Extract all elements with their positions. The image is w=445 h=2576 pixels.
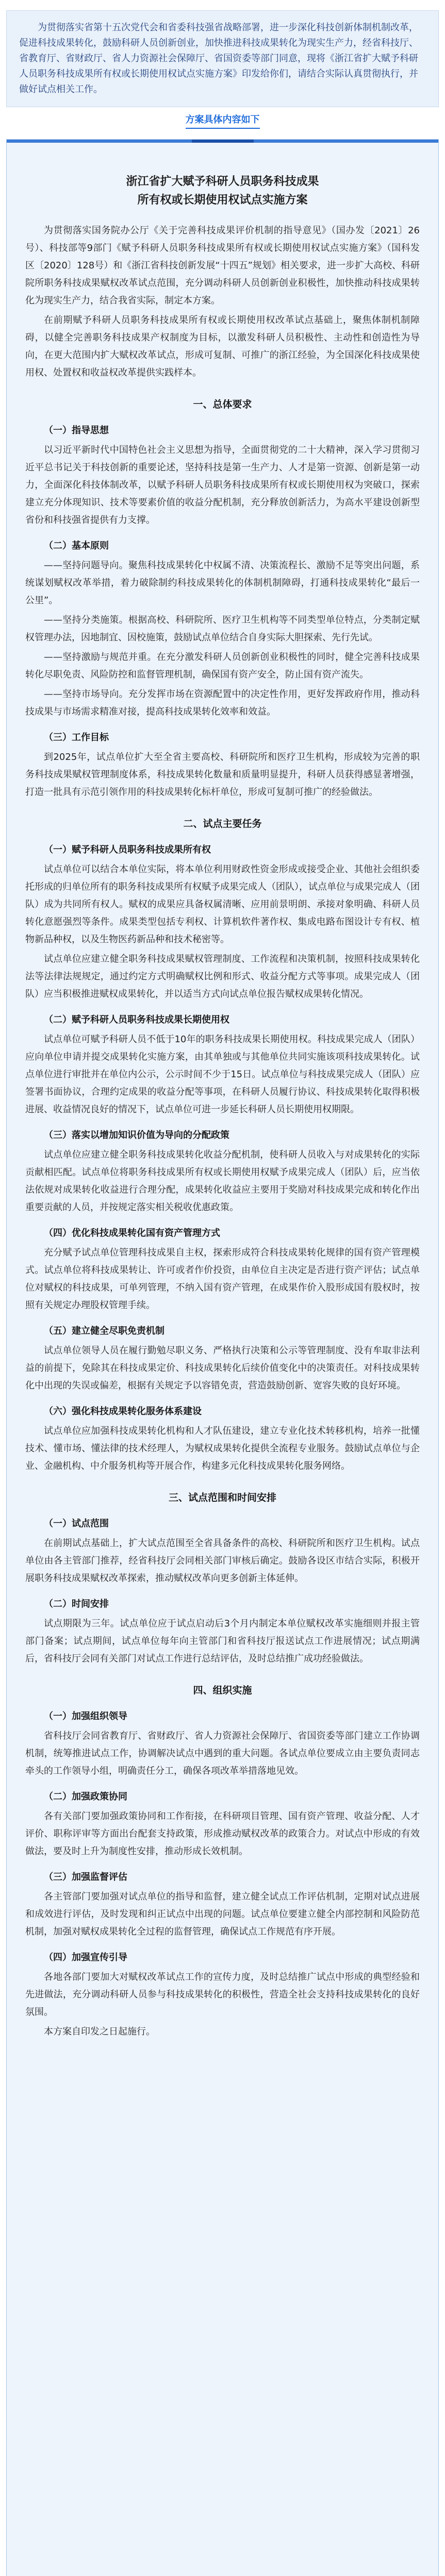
subsection-heading: （二）赋予科研人员职务科技成果长期使用权: [44, 1014, 229, 1025]
body-paragraph: 各有关部门要加强政策协同和工作衔接，在科研项目管理、国有资产管理、收益分配、人才评价、职称评审等方面出台配套支持政策，形成推动赋权改革的政策合力。对试点中形成的有效做法，要及时上升为制度性安排，推动形成长效机制。: [25, 1811, 420, 1857]
subsection-heading: （四）优化科技成果转化国有资产管理方式: [44, 1228, 220, 1239]
section-heading: 一、总体要求: [193, 399, 252, 410]
document-card: [6, 139, 439, 2576]
body-paragraph: 在前期试点基础上，扩大试点范围至全省具备条件的高校、科研院所和医疗卫生机构。试点单位由各主管部门推荐，经省科技厅会同相关部门审核后确定。鼓励各设区市结合实际，积极开展职务科技成果赋权改革探索，推动赋权改革向更多创新主体延伸。: [25, 1538, 420, 1584]
body-paragraph: 省科技厅会同省教育厅、省财政厅、省人力资源社会保障厅、省国资委等部门建立工作协调机制，统筹推进试点工作，协调解决试点中遇到的重大问题。各试点单位要成立由主要负责同志牵头的工作领导小组，明确责任分工，确保各项改革举措落地见效。: [25, 1731, 420, 1776]
subsection-heading: （一）指导思想: [44, 425, 109, 436]
body-paragraph: 试点单位应建立健全职务科技成果转化收益分配机制，使科研人员收入与对成果转化的实际贡献相匹配。试点单位将职务科技成果所有权或长期使用权赋予成果完成人（团队）后，应当依法依规对成果转化收益进行合理分配，成果转化收益应主要用于奖励对科技成果完成和转化作出重要贡献的人员，并按规定落实相关税收优惠政策。: [25, 1149, 420, 1213]
body-paragraph: 试点期限为三年。试点单位应于试点启动后3个月内制定本单位赋权改革实施细则并报主管部门备案；试点期间，试点单位每年向主管部门和省科技厅报送试点工作进展情况；试点期满后，省科技厅会同有关部门对试点工作进行总结评估，及时总结推广成功经验做法。: [25, 1618, 420, 1664]
section-heading: 二、试点主要任务: [183, 818, 262, 829]
body-paragraph: 到2025年，试点单位扩大至全省主要高校、科研院所和医疗卫生机构，形成较为完善的职务科技成果赋权管理制度体系，科技成果转化数量和质量明显提升，科研人员获得感显著增强，打造一批具有示范引领作用的科技成果转化标杆单位，形成可复制可推广的经验做法。: [25, 752, 420, 798]
preamble-paragraph: 在前期赋予科研人员职务科技成果所有权或长期使用权改革试点基础上，聚焦体制机制障碍，以健全完善职务科技成果产权制度为目标，以激发科研人员积极性、主动性和创造性为导向，在更大范围内扩大赋权改革试点，形成可复制、可推广的浙江经验，为全国深化科技成果使用权、处置权和收益权改革提供实践样本。: [25, 315, 420, 378]
subsection-heading: （一）加强组织领导: [44, 1711, 127, 1722]
body-paragraph: 充分赋予试点单位管理科技成果自主权，探索形成符合科技成果转化规律的国有资产管理模式。试点单位将科技成果转让、许可或者作价投资，由单位自主决定是否进行资产评估；试点单位对赋权的科技成果，可单列管理，不纳入国有资产管理，在成果作价入股形成国有股权时，按照有关规定办理股权管理手续。: [25, 1247, 420, 1311]
subsection-heading: （五）建立健全尽职免责机制: [44, 1326, 164, 1336]
section-header-tag: 方案具体内容如下: [186, 112, 260, 129]
body-paragraph: ——坚持问题导向。聚焦科技成果转化中权属不清、决策流程长、激励不足等突出问题，系统谋划赋权改革举措，着力破除制约科技成果转化的体制机制障碍，打通科技成果转化“最后一公里”。: [25, 560, 420, 606]
document-title: [25, 173, 420, 210]
subsection-heading: （三）落实以增加知识价值为导向的分配政策: [44, 1130, 229, 1141]
subsection-heading: （六）强化科技成果转化服务体系建设: [44, 1406, 202, 1417]
section-heading: 三、试点范围和时间安排: [168, 1492, 276, 1503]
body-paragraph: 试点单位可以结合本单位实际，将本单位利用财政性资金形成或接受企业、其他社会组织委托形成的归单位所有的职务科技成果所有权赋予成果完成人（团队），试点单位与成果完成人（团队）成为共同所有权人。赋权的成果应具备权属清晰、应用前景明朗、承接对象明确、科研人员转化意愿强烈等条件。成果类型包括专利权、计算机软件著作权、集成电路布图设计专有权、植物新品种权，以及生物医药新品种和技术秘密等。: [25, 864, 420, 945]
body-paragraph: 试点单位应加强科技成果转化机构和人才队伍建设，建立专业化技术转移机构，培养一批懂技术、懂市场、懂法律的技术经理人，为赋权成果转化提供全流程专业服务。鼓励试点单位与企业、金融机构、中介服务机构等开展合作，构建多元化科技成果转化服务网络。: [25, 1426, 420, 1471]
intro-notice: 为贯彻落实省第十五次党代会和省委科技强省战略部署，进一步深化科技创新体制机制改革，促进科技成果转化，鼓励科研人员创新创业，加快推进科技成果转化为现实生产力，经省科技厅、省教育厅、省财政厅、省人力资源社会保障厅、省国资委等部门同意，现将《浙江省扩大赋予科研人员职务科技成果所有权或长期使用权试点实施方案》印发给你们，请结合实际认真贯彻执行，并做好试点相关工作。: [6, 10, 439, 107]
body-paragraph: 试点单位应建立健全职务科技成果赋权管理制度、工作流程和决策机制，按照科技成果转化法等法律法规规定，通过约定方式明确赋权比例和形式、收益分配方式等事项。成果完成人（团队）应当积极推进赋权成果转化，并以适当方式向试点单位报告赋权成果转化情况。: [25, 954, 420, 999]
subsection-heading: （三）工作目标: [44, 732, 109, 743]
body-paragraph: ——坚持分类施策。根据高校、科研院所、医疗卫生机构等不同类型单位特点，分类制定赋权管理办法，因地制宜、因校施策，鼓励试点单位结合自身实际大胆探索、先行先试。: [25, 615, 420, 643]
document-body: [25, 395, 420, 2041]
document-title-text: 浙江省扩大赋予科研人员职务科技成果 所有权或长期使用权试点实施方案: [126, 175, 319, 207]
body-paragraph: 各主管部门要加强对试点单位的指导和监督，建立健全试点工作评估机制，定期对试点进展和成效进行评估，及时发现和纠正试点中出现的问题。试点单位要建立健全内部控制和风险防范机制，加强对赋权成果转化全过程的监督管理，确保试点工作规范有序开展。: [25, 1891, 420, 1937]
body-paragraph: 以习近平新时代中国特色社会主义思想为指导，全面贯彻党的二十大精神，深入学习贯彻习近平总书记关于科技创新的重要论述，坚持科技是第一生产力、人才是第一资源、创新是第一动力，全面深化科技体制改革，以赋予科研人员职务科技成果所有权或长期使用权为突破口，探索建立充分体现知识、技术等要素价值的收益分配机制，充分释放创新活力，为高水平建设创新型省份和科技强省提供有力支撑。: [25, 445, 420, 526]
body-paragraph: ——坚持市场导向。充分发挥市场在资源配置中的决定性作用，更好发挥政府作用，推动科技成果与市场需求精准对接，提高科技成果转化效率和效益。: [25, 689, 420, 717]
subsection-heading: （二）基本原则: [44, 540, 109, 551]
body-paragraph: 各地各部门要加大对赋权改革试点工作的宣传力度，及时总结推广试点中形成的典型经验和先进做法，充分调动科研人员参与科技成果转化的积极性，营造全社会支持科技成果转化的良好氛围。: [25, 1972, 420, 2018]
subsection-heading: （一）赋予科研人员职务科技成果所有权: [44, 844, 211, 855]
subsection-heading: （一）试点范围: [44, 1518, 109, 1529]
body-paragraph: 试点单位可赋予科研人员不低于10年的职务科技成果长期使用权。科技成果完成人（团队）应向单位申请并提交成果转化实施方案，由其单独或与其他单位共同实施该项科技成果转化。试点单位进行审批并在单位内公示，公示时间不少于15日。试点单位与科技成果完成人（团队）应签署书面协议，合理约定成果的收益分配等事项，在科研人员履行协议、科技成果转化取得积极进展、收益情况良好的情况下，试点单位可进一步延长科研人员长期使用权期限。: [25, 1034, 420, 1115]
subsection-heading: （四）加强宣传引导: [44, 1952, 127, 1963]
body-paragraph: 试点单位领导人员在履行勤勉尽职义务、严格执行决策和公示等管理制度、没有牟取非法利益的前提下，免除其在科技成果定价、科技成果转化后续价值变化中的决策责任。对科技成果转化中出现的失误或偏差，根据有关规定予以容错免责，营造鼓励创新、宽容失败的良好环境。: [25, 1345, 420, 1391]
body-paragraph: ——坚持激励与规范并重。在充分激发科研人员创新创业积极性的同时，健全完善科技成果转化尽职免责、风险防控和监督管理机制，确保国有资产安全，防止国有资产流失。: [25, 652, 420, 680]
body-paragraph: 本方案自印发之日起施行。: [44, 2026, 155, 2037]
preamble: [25, 222, 420, 382]
subsection-heading: （三）加强监督评估: [44, 1872, 127, 1883]
subsection-heading: （二）时间安排: [44, 1599, 109, 1609]
section-heading: 四、组织实施: [193, 1685, 252, 1696]
subsection-heading: （二）加强政策协同: [44, 1791, 127, 1802]
preamble-paragraph: 为贯彻落实国务院办公厅《关于完善科技成果评价机制的指导意见》（国办发〔2021〕26号）、科技部等9部门《赋予科研人员职务科技成果所有权或长期使用权试点实施方案》（国科发区〔2020〕128号）和《浙江省科技创新发展“十四五”规划》相关要求，进一步扩大高校、科研院所职务科技成果赋权改革试点范围，充分调动科研人员创新创业积极性，加快推动科技成果转化为现实生产力，结合我省实际，制定本方案。: [25, 225, 420, 306]
